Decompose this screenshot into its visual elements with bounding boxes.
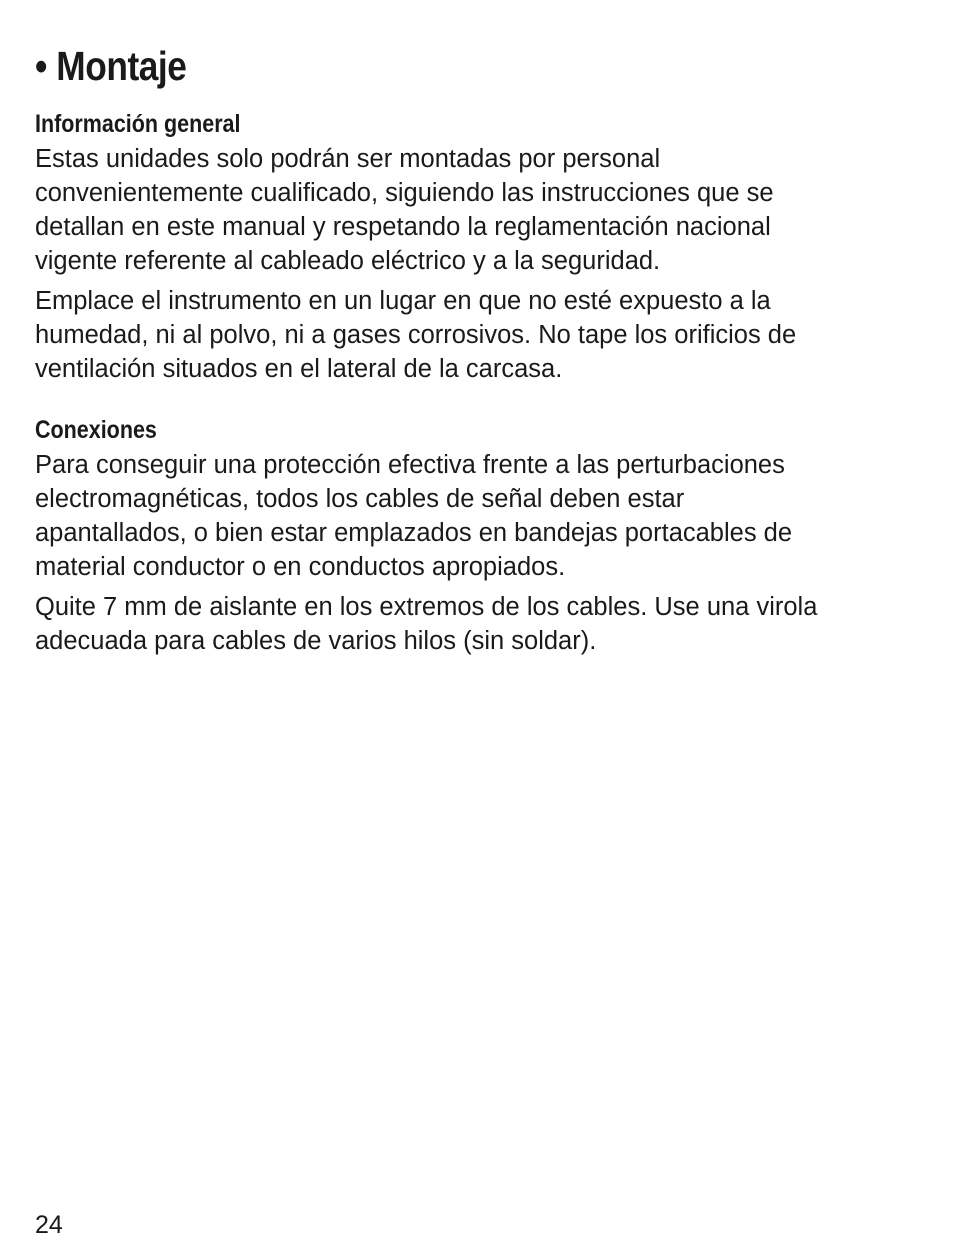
text-line: Para conseguir una protección efectiva frente a las perturbaciones xyxy=(35,451,785,479)
section-conexiones xyxy=(35,412,915,658)
text-line: Emplace el instrumento en un lugar en que no esté expuesto a la xyxy=(35,287,771,315)
page-title: • Montaje xyxy=(35,43,187,89)
paragraph xyxy=(35,448,915,584)
text-line: detallan en este manual y respetando la reglamentación nacional xyxy=(35,213,771,241)
text-line: apantallados, o bien estar emplazados en bandejas portacables de xyxy=(35,519,793,547)
page-number: 24 xyxy=(35,1211,63,1239)
text-line: adecuada para cables de varios hilos (sin soldar). xyxy=(35,627,597,655)
page-content xyxy=(35,36,915,664)
text-line: ventilación situados en el lateral de la carcasa. xyxy=(35,355,563,383)
section-heading: Conexiones xyxy=(35,416,157,444)
text-line: material conductor o en conductos apropiados. xyxy=(35,553,566,581)
section-informacion-general xyxy=(35,106,915,386)
paragraph xyxy=(35,590,915,658)
text-line: vigente referente al cableado eléctrico y a la seguridad. xyxy=(35,247,661,275)
text-line: humedad, ni al polvo, ni a gases corrosivos. No tape los orificios de xyxy=(35,321,797,349)
text-line: Estas unidades solo podrán ser montadas por personal xyxy=(35,145,661,173)
text-line: electromagnéticas, todos los cables de señal deben estar xyxy=(35,485,685,513)
section-heading: Información general xyxy=(35,110,241,138)
paragraph xyxy=(35,284,915,386)
text-line: Quite 7 mm de aislante en los extremos de los cables. Use una virola xyxy=(35,593,818,621)
paragraph xyxy=(35,142,915,278)
text-line: convenientemente cualificado, siguiendo las instrucciones que se xyxy=(35,179,774,207)
